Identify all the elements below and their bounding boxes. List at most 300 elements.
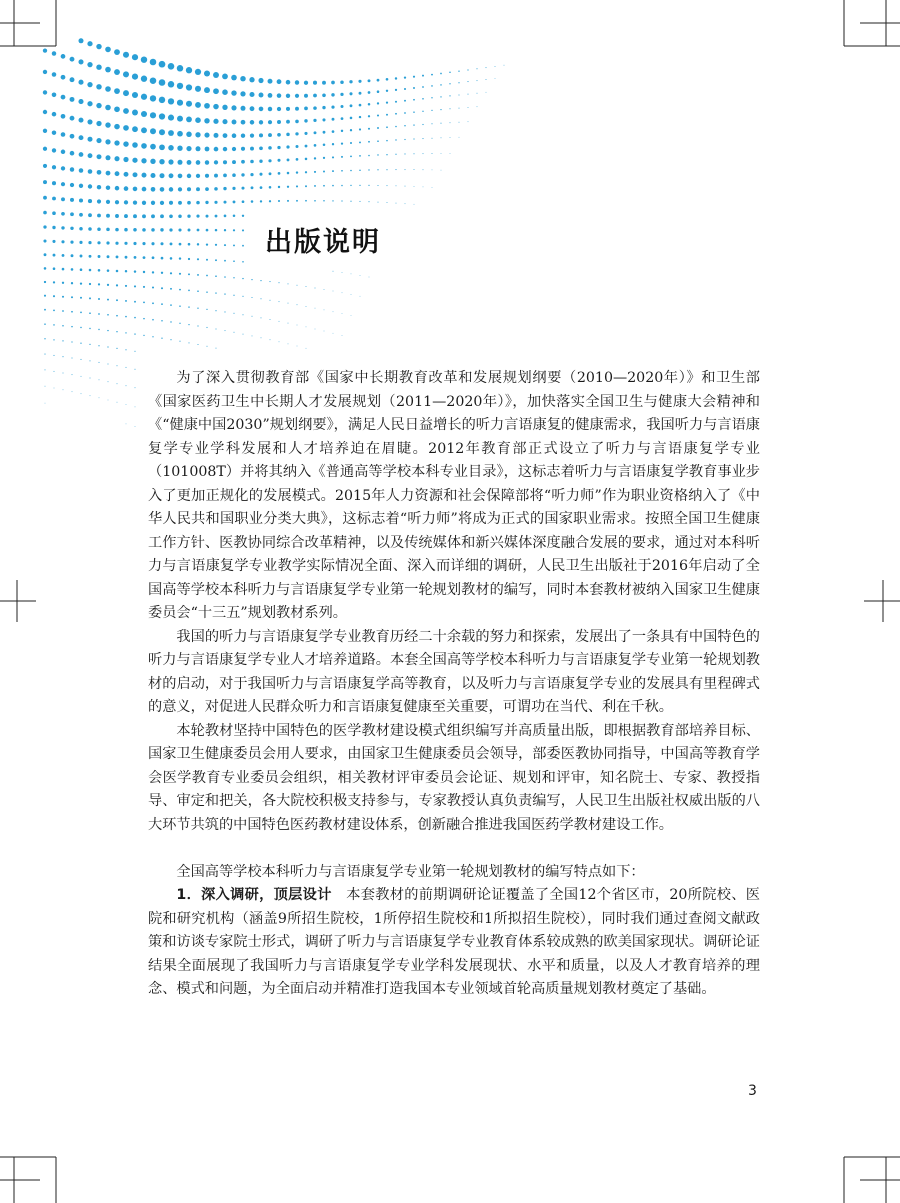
wave-dot	[89, 360, 90, 361]
wave-dot	[43, 164, 47, 168]
wave-dot	[332, 118, 335, 121]
wave-dot	[116, 331, 117, 332]
wave-dot	[43, 147, 47, 151]
wave-dot	[486, 67, 487, 68]
wave-dot	[232, 120, 237, 125]
wave-dot	[413, 76, 415, 78]
wave-dot	[80, 343, 81, 344]
wave-dot	[259, 160, 262, 163]
wave-dot	[134, 369, 135, 370]
wave-dot	[323, 185, 325, 187]
wave-dot	[105, 67, 111, 73]
wave-dot	[331, 106, 334, 109]
wave-dot	[105, 122, 110, 127]
wave-dot	[340, 80, 344, 84]
wave-dot	[213, 119, 218, 124]
wave-dot	[306, 348, 307, 349]
wave-dot	[386, 90, 388, 92]
wave-dot	[250, 106, 255, 111]
wave-dot	[61, 182, 65, 186]
wave-dot	[233, 244, 235, 246]
wave-dot	[159, 129, 165, 135]
wave-dot	[233, 215, 236, 218]
wave-dot	[141, 158, 146, 163]
wave-dot	[323, 157, 325, 159]
wave-dot	[79, 168, 84, 173]
wave-dot	[358, 80, 361, 83]
wave-dot	[322, 106, 325, 109]
wave-dot	[431, 123, 432, 124]
wave-dot	[387, 202, 388, 203]
wave-dot	[395, 113, 397, 115]
wave-dot	[333, 291, 334, 292]
wave-dot	[54, 388, 55, 389]
wave-dot	[124, 214, 128, 218]
wave-dot	[349, 80, 352, 83]
wave-dot	[177, 100, 183, 106]
wave-dot	[70, 227, 73, 230]
wave-dot	[286, 107, 290, 111]
wave-dot	[52, 197, 56, 201]
wave-dot	[152, 286, 154, 288]
wave-dot	[62, 310, 64, 312]
wave-dot	[350, 201, 351, 202]
page-title: 出版说明	[265, 227, 381, 258]
wave-dot	[98, 313, 100, 315]
wave-dot	[61, 95, 66, 100]
wave-dot	[168, 159, 173, 164]
wave-dot	[62, 296, 64, 298]
wave-dot	[168, 98, 174, 104]
wave-dot	[332, 170, 334, 172]
wave-dot	[251, 297, 252, 298]
wave-dot	[450, 137, 451, 138]
wave-dot	[304, 94, 308, 98]
wave-dot	[422, 124, 423, 125]
wave-dot	[377, 90, 380, 93]
wave-dot	[188, 243, 191, 246]
wave-dot	[61, 150, 66, 155]
wave-dot	[278, 200, 280, 202]
wave-dot	[123, 90, 129, 96]
wave-dot	[377, 185, 378, 186]
wave-dot	[169, 201, 173, 205]
wave-dot	[98, 362, 99, 363]
wave-dot	[197, 290, 199, 292]
wave-dot	[350, 117, 353, 120]
wave-dot	[161, 257, 164, 260]
wave-dot	[322, 118, 325, 121]
wave-dot	[71, 296, 73, 298]
wave-dot	[44, 253, 47, 256]
wave-dot	[142, 242, 145, 245]
wave-dot	[431, 74, 433, 76]
wave-dot	[133, 242, 136, 245]
wave-dot	[53, 254, 56, 257]
wave-dot	[123, 108, 129, 114]
wave-dot	[170, 339, 171, 340]
wave-dot	[204, 103, 210, 109]
wave-dot	[134, 270, 136, 272]
wave-dot	[159, 61, 166, 68]
wave-dot	[88, 213, 92, 217]
wave-dot	[277, 133, 281, 137]
wave-dot	[114, 69, 120, 75]
wave-dot	[423, 187, 424, 188]
wave-dot	[98, 269, 101, 272]
wave-dot	[413, 138, 414, 139]
wave-dot	[350, 155, 352, 157]
wave-dot	[62, 254, 65, 257]
wave-dot	[458, 94, 459, 95]
wave-dot	[79, 184, 83, 188]
wave-dot	[187, 174, 191, 178]
wave-dot	[124, 186, 129, 191]
wave-dot	[79, 227, 83, 231]
wave-dot	[277, 93, 282, 98]
wave-dot	[150, 144, 156, 150]
wave-dot	[240, 76, 245, 81]
wave-dot	[250, 160, 254, 164]
wave-dot	[61, 132, 66, 137]
wave-dot	[277, 120, 281, 124]
wave-dot	[215, 328, 216, 329]
wave-dot	[169, 187, 173, 191]
wave-dot	[45, 369, 46, 370]
wave-dot	[89, 312, 91, 314]
wave-dot	[224, 229, 226, 231]
wave-dot	[241, 106, 246, 111]
wave-dot	[106, 185, 111, 190]
wave-dot	[332, 156, 334, 158]
wave-dot	[71, 341, 72, 342]
wave-dot	[377, 127, 379, 129]
wave-dot	[378, 202, 379, 203]
wave-dot	[161, 287, 163, 289]
paragraph-3: 本轮教材坚持中国特色的医学教材建设模式组织编写并高质量出版，即根据教育部培养目标、国家卫生健康委员会用人要求，由国家卫生健康委员会领导，部委医教协同指导，中国高等教育学会医学教育专业委员会组织，相关教材评审委员会论证、规划和评审，知名院士、专家、教授指导、审定和把关，各大院校积极支持参与，专家教授认真负责编写，人民卫生出版社权威出版的八大环节共筑的中国特色医药教材建设体系，创新融合推进我国医药学教材建设工作。	[148, 722, 760, 833]
wave-dot	[80, 297, 82, 299]
wave-dot	[206, 243, 208, 245]
wave-dot	[268, 159, 271, 162]
wave-dot	[124, 242, 127, 245]
wave-dot	[440, 109, 441, 110]
wave-dot	[450, 153, 451, 154]
wave-dot	[304, 81, 308, 85]
wave-dot	[70, 97, 75, 102]
wave-dot	[70, 198, 74, 202]
wave-dot	[297, 325, 298, 326]
wave-dot	[126, 424, 127, 425]
wave-dot	[252, 316, 253, 317]
wave-dot	[142, 201, 146, 205]
wave-dot	[159, 173, 164, 178]
wave-dot	[52, 148, 56, 152]
wave-dot	[177, 83, 183, 89]
wave-dot	[224, 330, 225, 331]
wave-dot	[278, 282, 279, 283]
wave-dot	[135, 407, 136, 408]
wave-dot	[70, 134, 75, 139]
wave-dot	[268, 107, 272, 111]
wave-dot	[207, 346, 208, 347]
wave-dot	[268, 133, 272, 137]
wave-dot	[449, 72, 451, 74]
wave-dot	[43, 196, 47, 200]
wave-dot	[431, 85, 433, 87]
wave-dot	[223, 133, 228, 138]
wave-dot	[341, 200, 342, 201]
wave-dot	[306, 327, 307, 328]
wave-dot	[269, 200, 271, 202]
wave-dot	[141, 143, 147, 149]
wave-dot	[44, 323, 46, 325]
wave-dot	[117, 402, 118, 403]
wave-dot	[178, 201, 182, 205]
wave-dot	[71, 268, 74, 271]
wave-dot	[132, 54, 138, 60]
wave-dot	[177, 131, 183, 137]
wave-dot	[90, 378, 91, 379]
wave-dot	[159, 97, 165, 103]
wave-dot	[152, 302, 154, 304]
wave-dot	[114, 49, 120, 55]
wave-dot	[278, 186, 280, 188]
wave-dot	[268, 93, 273, 98]
wave-dot	[71, 254, 74, 257]
wave-dot	[52, 165, 56, 169]
wave-dot	[342, 313, 343, 314]
wave-dot	[124, 172, 129, 177]
wave-dot	[205, 201, 208, 204]
wave-dot	[132, 158, 137, 163]
wave-dot	[196, 174, 200, 178]
wave-dot	[232, 187, 235, 190]
wave-dot	[53, 267, 56, 270]
wave-dot	[70, 167, 74, 171]
wave-dot	[79, 213, 83, 217]
wave-dot	[70, 57, 75, 62]
wave-dot	[459, 108, 460, 109]
wave-dot	[395, 77, 397, 79]
wave-dot	[43, 90, 47, 94]
wave-dot	[386, 154, 387, 155]
wave-dot	[206, 215, 209, 218]
wave-dot	[107, 330, 108, 331]
wave-dot	[161, 303, 163, 305]
wave-dot	[105, 47, 111, 53]
wave-dot	[80, 282, 82, 284]
wave-dot	[151, 242, 154, 245]
wave-dot	[295, 94, 299, 98]
wave-dot	[133, 172, 138, 177]
wave-dot	[341, 185, 343, 187]
wave-dot	[205, 187, 209, 191]
wave-dot	[341, 170, 343, 172]
wave-dot	[97, 199, 101, 203]
wave-dot	[242, 261, 244, 263]
wave-dot	[79, 241, 82, 244]
wave-dot	[169, 228, 172, 231]
wave-dot	[114, 124, 120, 130]
wave-dot	[288, 323, 289, 324]
wave-dot	[52, 93, 57, 98]
wave-dot	[126, 385, 127, 386]
wave-dot	[135, 387, 136, 388]
wave-dot	[141, 76, 147, 82]
wave-dot	[450, 122, 451, 123]
wave-dot	[222, 119, 227, 124]
wave-dot	[124, 200, 128, 204]
wave-dot	[188, 258, 190, 260]
wave-dot	[161, 272, 163, 274]
wave-dot	[305, 200, 307, 202]
wave-dot	[195, 132, 200, 137]
wave-dot	[296, 145, 299, 148]
wave-dot	[197, 344, 198, 345]
wave-dot	[179, 341, 180, 342]
feature-1	[148, 884, 760, 1002]
wave-dot	[125, 349, 126, 350]
wave-dot	[170, 257, 173, 260]
wave-dot	[98, 345, 99, 346]
wave-dot	[52, 112, 57, 117]
wave-dot	[78, 59, 83, 64]
wave-dot	[98, 255, 101, 258]
wave-dot	[359, 201, 360, 202]
wave-dot	[70, 183, 74, 187]
wave-dot	[449, 108, 450, 109]
wave-dot	[277, 146, 280, 149]
wave-dot	[143, 318, 145, 320]
wave-dot	[168, 130, 174, 136]
wave-dot	[123, 141, 128, 146]
wave-dot	[44, 354, 45, 355]
wave-dot	[368, 201, 369, 202]
wave-dot	[386, 114, 388, 116]
wave-dot	[331, 93, 334, 96]
wave-dot	[233, 260, 235, 262]
body-text	[148, 367, 760, 1002]
wave-dot	[322, 93, 326, 97]
wave-dot	[279, 341, 280, 342]
wave-dot	[206, 309, 207, 310]
wave-dot	[359, 185, 360, 186]
wave-dot	[304, 132, 307, 135]
wave-dot	[422, 98, 424, 100]
wave-dot	[125, 367, 126, 368]
wave-dot	[315, 329, 316, 330]
wave-dot	[377, 79, 380, 82]
wave-dot	[70, 241, 73, 244]
wave-dot	[61, 54, 66, 59]
wave-dot	[105, 155, 110, 160]
wave-dot	[61, 197, 65, 201]
wave-dot	[195, 69, 201, 75]
wave-dot	[231, 90, 236, 95]
wave-dot	[72, 391, 73, 392]
wave-dot	[333, 311, 334, 312]
wave-dot	[459, 137, 460, 138]
wave-dot	[351, 294, 352, 295]
wave-dot	[133, 214, 137, 218]
wave-dot	[242, 278, 243, 279]
wave-dot	[359, 141, 361, 143]
wave-dot	[53, 295, 55, 297]
wave-dot	[161, 320, 163, 322]
wave-dot	[405, 169, 406, 170]
wave-dot	[106, 200, 110, 204]
wave-dot	[359, 155, 361, 157]
wave-dot	[89, 297, 91, 299]
wave-dot	[405, 203, 406, 204]
wave-dot	[395, 154, 396, 155]
wave-dot	[269, 281, 270, 282]
wave-dot	[43, 48, 47, 52]
wave-dot	[206, 275, 208, 277]
wave-dot	[52, 130, 57, 135]
wave-dot	[386, 78, 389, 81]
wave-dot	[331, 81, 335, 85]
wave-dot	[432, 170, 433, 171]
wave-dot	[431, 97, 432, 98]
wave-dot	[306, 306, 307, 307]
wave-dot	[395, 126, 397, 128]
wave-dot	[468, 121, 469, 122]
wave-dot	[186, 84, 192, 90]
wave-dot	[107, 255, 110, 258]
wave-dot	[96, 64, 101, 69]
wave-dot	[351, 274, 352, 275]
wave-dot	[232, 147, 236, 151]
wave-dot	[413, 153, 414, 154]
wave-dot	[204, 118, 209, 123]
wave-dot	[178, 215, 182, 219]
wave-dot	[79, 118, 84, 123]
wave-dot	[215, 310, 216, 311]
wave-dot	[504, 65, 505, 66]
wave-dot	[423, 153, 424, 154]
wave-dot	[195, 86, 201, 92]
wave-dot	[88, 199, 92, 203]
wave-dot	[441, 137, 442, 138]
wave-dot	[286, 120, 290, 124]
wave-dot	[332, 185, 334, 187]
wave-dot	[179, 323, 180, 324]
wave-dot	[258, 78, 263, 83]
wave-dot	[440, 123, 441, 124]
wave-dot	[150, 128, 156, 134]
wave-dot	[214, 187, 218, 191]
wave-dot	[187, 215, 190, 218]
wave-dot	[187, 201, 191, 205]
wave-dot	[99, 379, 100, 380]
wave-dot	[188, 324, 189, 325]
wave-dot	[286, 80, 291, 85]
wave-dot	[234, 332, 235, 333]
wave-dot	[405, 186, 406, 187]
wave-dot	[377, 140, 379, 142]
wave-dot	[322, 81, 326, 85]
wave-dot	[277, 159, 280, 162]
feature-1-body: 本套教材的前期调研论证覆盖了全国12个省区市，20所院校、医院和研究机构（涵盖9所招生院校，1所停招生院校和1所拟招生院校），同时我们通过查阅文献政策和访谈专家院士形式，调研了听力与言语康复学专业教育体系较成熟的欧美国家现状。调研论证结果全面展现了我国听力与言语康复学专业学科发展现状、水平和质量，以及人才教育培养的理念、模式和问题，为全面启动并精准打造我国本专业领域首轮高质量规划教材奠定了基础。	[148, 887, 760, 997]
wave-dot	[61, 166, 65, 170]
wave-dot	[141, 111, 147, 117]
wave-dot	[333, 333, 334, 334]
wave-dot	[368, 115, 370, 117]
wave-dot	[314, 200, 316, 202]
wave-dot	[241, 160, 245, 164]
wave-dot	[71, 326, 73, 328]
